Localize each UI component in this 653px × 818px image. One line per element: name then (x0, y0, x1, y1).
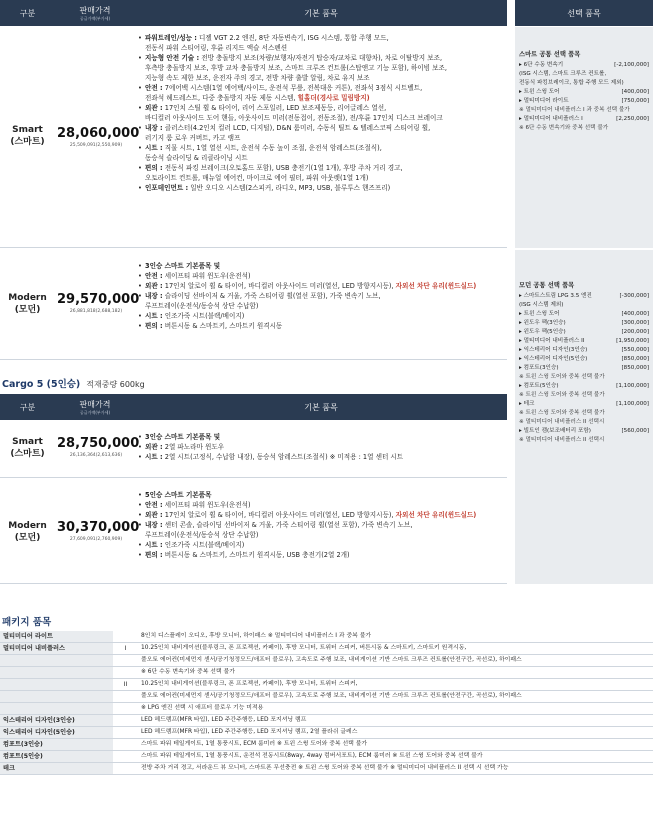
price-value: 29,570,000 (57, 292, 140, 307)
option-price: [750,000] (621, 98, 649, 104)
package-contents: 풀오토 에어컨(미세먼지 센서/공기청정모드/애프터 블로우), 고속도로 주행 보조, 내비게이션 기반 스마트 크루즈 컨트롤(안전구간, 곡선로), 하이패스 (138, 691, 653, 703)
package-name: 컴포트(5인승) (0, 751, 113, 763)
option-item (515, 436, 653, 445)
option-label: ▸ 윈도우 팩(3인승) (519, 320, 566, 326)
basic-item: • 내장 : 슬라이딩 선바이저 & 거울, 가죽 스티어링 휠(열선 포함), 가죽 변속기 노브, (138, 291, 504, 301)
table-row (0, 655, 653, 667)
option-item (515, 328, 653, 337)
basic-item: • 내장 : 클러스터(4.2인치 컬러 LCD, 디지털), D&N 룸미러, 수동식 틸트 & 텔레스코픽 스티어링 휠, (138, 123, 504, 133)
basic-item: • 안전 : 7에어백 시스템(1열 에어백/사이드, 운전석 무릎, 전복대응 커튼), 전좌석 3점식 시트벨트, (138, 83, 504, 93)
basic-item: • 내장 : 센터 콘솔, 슬라이딩 선바이저 & 거울, 가죽 스티어링 휠(열선 포함), 가죽 변속기 노브, (138, 520, 504, 530)
header-basic: 기본 품목 (304, 402, 338, 412)
option-price: [1,100,000] (616, 401, 649, 407)
trim-name: Modern (모던) (8, 521, 47, 543)
header-price-sub: 공급가액(부가세) (79, 15, 111, 21)
package-contents: 8인치 디스플레이 오디오, 후방 모니터, 하이패스 ※ 멀티미디어 내비플러스 I 과 중복 불가 (138, 631, 653, 643)
header-trim: 구분 (19, 8, 36, 18)
basic-item: • 시트 : 인조가죽 시트(블랙/베이지) (138, 311, 504, 321)
trim-name: Smart (스마트) (10, 437, 45, 459)
header-trim: 구분 (19, 402, 36, 412)
basic-item: • 편의 : 전동식 파킹 브레이크(오토홀드 포함), USB 충전기(1열 1개), 후방 주차 거리 경고, (138, 163, 504, 173)
package-contents: 스마트 파워 테일게이트, 1열 통풍시트, ECM 룸미러 ※ 트윈 스윙 도어와 중복 선택 불가 (138, 739, 653, 751)
option-price: [1,950,000] (616, 338, 649, 344)
package-name (0, 667, 113, 679)
option-price: [300,000] (621, 320, 649, 326)
header-price-label: 판매가격 (79, 5, 111, 15)
option-label: (ISG 시스템 제외) (519, 302, 564, 308)
table-row (0, 691, 653, 703)
price-value: 28,060,000 (57, 126, 140, 141)
option-price: [200,000] (621, 329, 649, 335)
option-price: [-2,100,000] (614, 62, 649, 68)
option-item (515, 409, 653, 418)
package-contents: 10.25인치 내비게이션(블루링크, 폰 프로젝션, 카페이), 후방 모니터, 트위터 스피커, 버튼시동 & 스마트키, 스마트키 원격시동, (138, 643, 653, 655)
price-sub-value: 25,509,091(2,550,909) (69, 143, 123, 148)
options-list (515, 292, 653, 445)
basic-item: 전좌석 헤드레스트, 다중 충돌방지 자동 제동 시스템, 힐홀더(경사로 밀림방지) (145, 94, 370, 102)
options-title: 모던 공통 선택 품목 (519, 282, 575, 289)
option-label: ▸ 6단 수동 변속기 (519, 62, 564, 68)
package-contents: LED 헤드램프(MFR 타입), LED 주간주행등, LED 포지셔닝 램프, 2열 플라쉬 글레스 (138, 727, 653, 739)
option-label: ※ 트윈 스윙 도어와 중복 선택 불가 (519, 374, 605, 380)
package-name (0, 703, 113, 715)
option-label: ▸ 멀티미디어 라이트 (519, 98, 569, 104)
basic-item: • 5인승 스마트 기본품목 (138, 490, 504, 500)
basic-items-list (138, 490, 504, 560)
option-item (515, 427, 653, 436)
basic-item: 동승석 슬라이딩 & 리클라이닝 시트 (145, 154, 248, 162)
package-name: 멀티미디어 라이트 (0, 631, 113, 643)
option-item (515, 310, 653, 319)
table-row (0, 739, 653, 751)
basic-item: • 시트 : 직물 시트, 1열 열선 시트, 운전석 수동 높이 조절, 운전석 암레스트(조절식), (138, 143, 504, 153)
option-label: 전동식 파킹브레이크, 통합 주행 모드 제외) (519, 80, 624, 86)
package-name: 컴포트(3인승) (0, 739, 113, 751)
option-price: [850,000] (621, 356, 649, 362)
options-list (515, 61, 653, 133)
option-price: [1,100,000] (616, 383, 649, 389)
basic-item: 전동식 파워 스티어링, 후륜 리지드 액슬 서스펜션 (145, 44, 288, 52)
basic-item: • 지능형 안전 기술 : 전방 충돌방지 보조(차량/보행자/자전거 탑승자/교차로 대향차), 차로 이탈방지 보조, (138, 53, 504, 63)
option-label: ▸ 멀티미디어 내비플러스 I (519, 116, 583, 122)
header-price-label: 판매가격 (79, 399, 111, 409)
package-name (0, 679, 113, 691)
package-name (0, 691, 113, 703)
package-contents: 10.25인치 내비게이션(블루링크, 폰 프로젝션, 카페이), 후방 모니터, 트위터 스피커, (138, 679, 653, 691)
price-sub-value: 26,881,818(2,688,182) (69, 309, 123, 314)
header-price (55, 5, 135, 22)
basic-item: • 인포테인먼트 : 일반 오디오 시스템(2스피커, 라디오, MP3, USB, 블루투스 핸즈프리) (138, 183, 504, 193)
header-price-sub: 공급가액(부가세) (79, 409, 111, 415)
option-item (515, 319, 653, 328)
option-item (515, 382, 653, 391)
option-item (515, 97, 653, 106)
basic-items-list (138, 432, 504, 462)
cargo5-title-text: Cargo 5 (5인승) (2, 379, 81, 390)
basic-item: 러기지 룸 로우 커버트, 카고 램프 (145, 134, 241, 142)
table-row (0, 667, 653, 679)
option-item (515, 373, 653, 382)
option-label: ▸ 멀티미디어 내비플러스 II (519, 338, 585, 344)
basic-item: • 외관 : 17인치 스틸 휠 & 타이어, 리어 스포일러, LED 보조제동등, 리어글레스 열선, (138, 103, 504, 113)
option-item (515, 301, 653, 310)
package-tier: II (113, 679, 138, 691)
option-item (515, 70, 653, 79)
trim-row-cargo-modern (0, 478, 507, 584)
package-contents: 스마트 파워 테일게이트, 1열 통풍시트, 운전석 전동시트(8way, 4way 럼버서포트), ECM 룸미러 ※ 트윈 스윙 도어와 중복 선택 불가 (138, 751, 653, 763)
cargo5-weight: 적재중량 600kg (86, 380, 145, 389)
option-item (515, 79, 653, 88)
option-item (515, 364, 653, 373)
option-label: ※ 6단 수동 변속기와 중복 선택 불가 (519, 125, 609, 131)
cargo5-title (2, 376, 145, 390)
option-label: ▸ 컴포트(5인승) (519, 383, 559, 389)
package-contents: 전방 주차 거리 경고, 서라운드 뷰 모니터, 스마트폰 무선충전 ※ 트윈 스윙 도어와 중복 선택 불가 ※ 멀티미디어 내비플러스 II 선택 시 선택 가능 (138, 763, 653, 775)
price-value: 30,370,000 (57, 520, 140, 535)
basic-item: • 3인승 스마트 기본품목 및 (138, 261, 504, 271)
basic-item: • 안전 : 세이프티 파워 윈도우(운전석) (138, 271, 504, 281)
option-label: ▸ 트윈 스윙 도어 (519, 89, 560, 95)
table-header (0, 0, 507, 26)
basic-item: • 외관 : 17인치 알로이 휠 & 타이어, 바디컬러 아웃사이드 미러(열선, LED 방향지시등), 자외선 차단 유리(윈드실드) (138, 281, 504, 291)
table-row (0, 715, 653, 727)
option-item (515, 292, 653, 301)
packages-title (2, 614, 51, 628)
smart-options-panel (515, 27, 653, 248)
option-item (515, 88, 653, 97)
option-price: [400,000] (621, 89, 649, 95)
package-name: 테크 (0, 763, 113, 775)
trim-price (57, 436, 140, 458)
option-item (515, 115, 653, 124)
trim-name: Smart (스마트) (10, 125, 45, 147)
option-price: [400,000] (621, 311, 649, 317)
basic-items-list (138, 33, 504, 193)
trim-row-smart (0, 26, 507, 248)
option-item (515, 106, 653, 115)
basic-item: 후측방 충돌방지 보조, 후방 교차 충돌방지 보조, 스마트 크루즈 컨트롤(스탑앤고 기능 포함), 하이빔 보조, (145, 64, 447, 72)
option-item (515, 337, 653, 346)
table-row (0, 679, 653, 691)
basic-item: • 외관 : 2열 파노라마 윈도우 (138, 442, 504, 452)
package-tier (113, 763, 138, 775)
package-contents: ※ 6단 수동 변속기와 중복 선택 불가 (138, 667, 653, 679)
header-price (55, 399, 135, 416)
table-row (0, 703, 653, 715)
option-label: ▸ 빌트인 캠(보조배터리 포함) (519, 428, 591, 434)
package-tier: I (113, 643, 138, 655)
option-label: ▸ 익스테리어 디자인(5인승) (519, 356, 588, 362)
package-name: 익스테리어 디자인(3인승) (0, 715, 113, 727)
option-header (515, 0, 653, 26)
package-tier (113, 631, 138, 643)
trim-name: Modern (모던) (8, 293, 47, 315)
option-item (515, 61, 653, 70)
option-price: [550,000] (621, 347, 649, 353)
options-title: 스마트 공통 선택 품목 (519, 51, 581, 58)
header-option: 선택 품목 (567, 8, 601, 18)
basic-item: • 3인승 스마트 기본품목 및 (138, 432, 504, 442)
option-label: ※ 트윈 스윙 도어와 중복 선택 불가 (519, 410, 605, 416)
package-contents: ※ LPG 엔진 선택 시 애프터 블로우 기능 미적용 (138, 703, 653, 715)
header-basic: 기본 품목 (304, 8, 338, 18)
package-tier (113, 727, 138, 739)
package-name: 멀티미디어 내비플러스 (0, 643, 113, 655)
price-sub-value: 27,609,091(2,760,909) (69, 537, 123, 542)
table-row (0, 763, 653, 775)
option-item (515, 124, 653, 133)
package-contents: 풀오토 에어컨(미세먼지 센서/공기청정모드/애프터 블로우), 고속도로 주행 보조, 내비게이션 기반 스마트 크루즈 컨트롤(안전구간, 곡선로), 하이패스 (138, 655, 653, 667)
price-sub-value: 26,136,364(2,613,636) (69, 453, 123, 458)
table-header (0, 394, 507, 420)
basic-item: • 안전 : 세이프티 파워 윈도우(운전석) (138, 500, 504, 510)
basic-item: • 편의 : 버튼시동 & 스마트키, 스마트키 원격시동 (138, 321, 504, 331)
basic-items-list (138, 261, 504, 331)
basic-item: • 시트 : 인조가죽 시트(블랙/베이지) (138, 540, 504, 550)
option-label: (ISG 시스템, 스마트 크루즈 컨트롤, (519, 71, 607, 77)
option-item (515, 400, 653, 409)
option-price: [560,000] (621, 428, 649, 434)
basic-item: • 시트 : 2열 시트(고정식, 수납함 내장), 동승석 암레스트(조절식) ※ 미적용 : 1열 센터 시트 (138, 452, 504, 462)
option-item (515, 418, 653, 427)
trim-price (57, 520, 140, 542)
package-tier (113, 751, 138, 763)
basic-item: • 외관 : 17인치 알로이 휠 & 타이어, 바디컬러 아웃사이드 미러(열선, LED 방향지시등), 자외선 차단 유리(윈드실드) (138, 510, 504, 520)
package-name: 익스테리어 디자인(5인승) (0, 727, 113, 739)
option-item (515, 355, 653, 364)
package-name (0, 655, 113, 667)
option-label: ▸ 스마트스트림 LPG 3.5 엔진 (519, 293, 592, 299)
basic-item: 지능형 속도 제한 보조, 운전자 주의 경고, 전방 차량 출발 알림, 차로 유지 보조 (145, 74, 370, 82)
option-label: ※ 트윈 스윙 도어와 중복 선택 불가 (519, 392, 605, 398)
table-row (0, 727, 653, 739)
option-label: ※ 멀티미디어 내비플러스 I 과 중복 선택 불가 (519, 107, 630, 113)
packages-title-text: 패키지 품목 (2, 617, 52, 628)
option-item (515, 391, 653, 400)
option-label: ▸ 컴포트(3인승) (519, 365, 559, 371)
option-price: [850,000] (621, 365, 649, 371)
basic-item: 오토라이트 컨트롤, 매뉴얼 에어컨, 마이크로 에어 필터, 파워 아웃렛(1열 1개) (145, 174, 369, 182)
option-label: ▸ 트윈 스윙 도어 (519, 311, 560, 317)
option-price: [2,250,000] (616, 116, 649, 122)
packages-table (0, 631, 653, 775)
table-row (0, 751, 653, 763)
trim-price (57, 126, 140, 148)
basic-item: • 파워트레인/성능 : 디젤 VGT 2.2 엔진, 8단 자동변속기, ISG 시스템, 통합 주행 모드, (138, 33, 504, 43)
package-tier (113, 655, 138, 667)
option-label: ▸ 익스테리어 디자인(3인승) (519, 347, 588, 353)
trim-row-modern (0, 248, 507, 360)
option-label: ※ 멀티미디어 내비플러스 II 선택시 (519, 437, 605, 443)
package-contents: LED 헤드램프(MFR 타입), LED 주간주행등, LED 포지셔닝 램프 (138, 715, 653, 727)
package-tier (113, 739, 138, 751)
option-label: ▸ 윈도우 팩(5인승) (519, 329, 566, 335)
package-tier (113, 703, 138, 715)
modern-options-panel (515, 250, 653, 584)
option-label: ▸ 테크 (519, 401, 535, 407)
trim-row-cargo-smart (0, 420, 507, 478)
option-label: ※ 멀티미디어 내비플러스 II 선택시 (519, 419, 605, 425)
price-value: 28,750,000 (57, 436, 140, 451)
trim-price (57, 292, 140, 314)
option-price: [-300,000] (619, 293, 649, 299)
package-tier (113, 715, 138, 727)
basic-item: 루프트레이(운전석/동승석 상단 수납함) (145, 302, 259, 310)
table-row (0, 643, 653, 655)
option-item (515, 346, 653, 355)
basic-item: • 편의 : 버튼시동 & 스마트키, 스마트키 원격시동, USB 충전기(2열 2개) (138, 550, 504, 560)
table-row (0, 631, 653, 643)
basic-item: 바디컬러 아웃사이드 도어 핸들, 아웃사이드 미러(전동접이, 전동조절), 전/후륜 17인치 디스크 브레이크 (145, 114, 443, 122)
basic-item: 루프트레이(운전석/동승석 상단 수납함) (145, 531, 259, 539)
package-tier (113, 667, 138, 679)
package-tier (113, 691, 138, 703)
